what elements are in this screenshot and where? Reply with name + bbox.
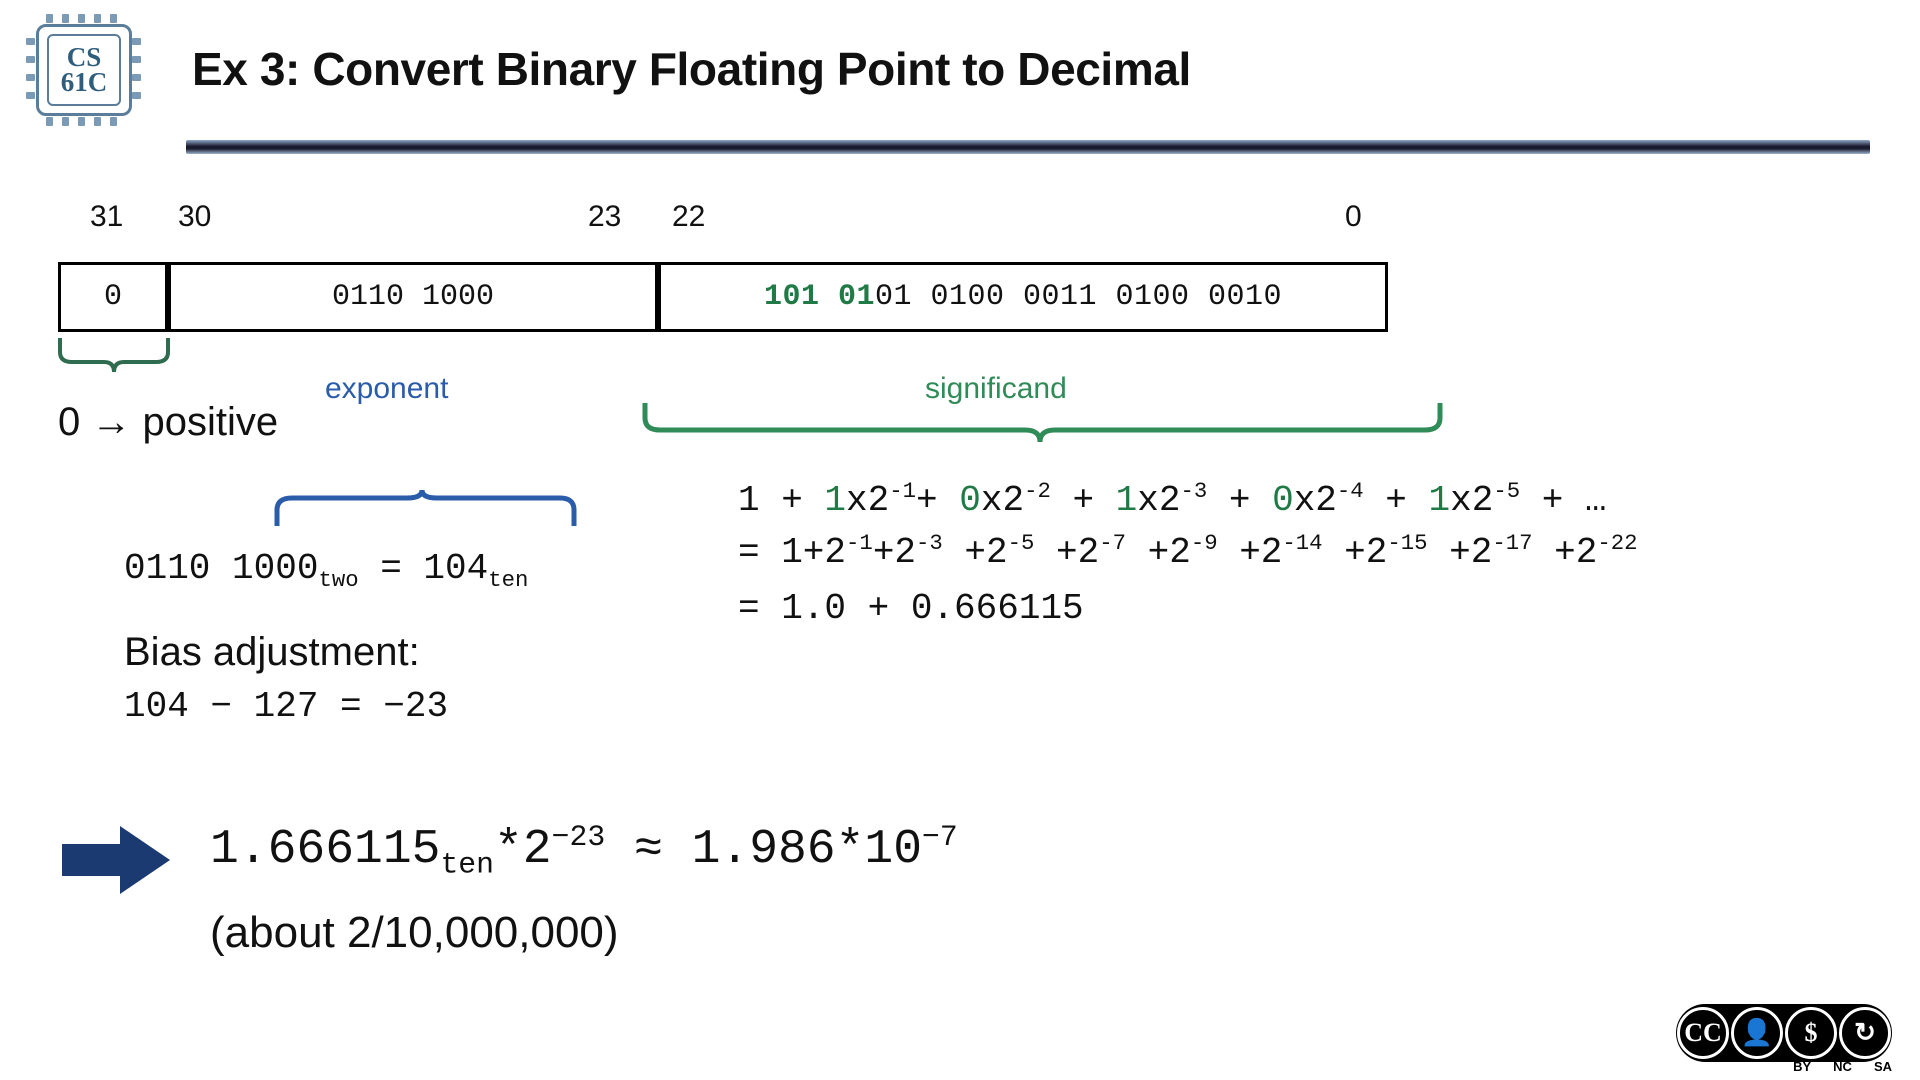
cc-label-by: BY xyxy=(1793,1059,1812,1074)
sig-line1-part-5: x2 xyxy=(980,480,1025,521)
bias-adjustment-calc: 104 − 127 = −23 xyxy=(124,686,449,727)
cc-labels xyxy=(1793,1059,1892,1074)
exponent-calculation xyxy=(124,548,528,593)
sig-line2-part-12: +2 xyxy=(1322,532,1388,573)
sig-line1-part-2: -1 xyxy=(889,478,917,504)
sig-line2-part-15: -17 xyxy=(1492,530,1533,556)
logo-line-2: 61C xyxy=(60,67,108,97)
creative-commons-badge[interactable] xyxy=(1676,1004,1892,1062)
sig-line1-part-11: + xyxy=(1207,480,1273,521)
sig-line1-part-16: 1 xyxy=(1428,480,1451,521)
sign-bit-box xyxy=(58,262,168,332)
result-note: (about 2/10,000,000) xyxy=(210,908,619,957)
sig-line2-part-6: +2 xyxy=(1034,532,1100,573)
sig-line1-part-15: + xyxy=(1363,480,1429,521)
bit-label-22: 22 xyxy=(672,200,706,233)
title-divider xyxy=(186,140,1870,154)
cc-label-nc: NC xyxy=(1833,1059,1852,1074)
cc-label-sa: SA xyxy=(1873,1059,1892,1074)
result-sub-ten: ten xyxy=(440,847,494,882)
sig-line2-part-9: -9 xyxy=(1190,530,1218,556)
sig-line1-part-6: -2 xyxy=(1024,478,1051,504)
bias-adjustment-label: Bias adjustment: xyxy=(124,630,420,674)
sig-line1-part-3: + xyxy=(916,480,960,521)
result-times: *2 xyxy=(494,823,552,877)
significand-field-label: significand xyxy=(925,372,1067,405)
exponent-sub-two: two xyxy=(318,567,359,594)
significand-bits-box xyxy=(658,262,1388,332)
significand-expansion-line-3: = 1.0 + 0.666115 xyxy=(738,588,1084,629)
sig-line1-part-4: 0 xyxy=(959,480,981,521)
sig-line2-part-7: -7 xyxy=(1099,530,1126,556)
cc-icon: CC xyxy=(1677,1007,1729,1059)
bit-label-31: 31 xyxy=(90,200,124,233)
exponent-bits-box xyxy=(168,262,658,332)
sig-line1-part-18: -5 xyxy=(1493,478,1521,504)
sig-line2-part-4: +2 xyxy=(942,532,1008,573)
cc-badge-group xyxy=(1676,1004,1892,1062)
sig-line1-part-19: + … xyxy=(1520,480,1607,521)
bit-label-30: 30 xyxy=(178,200,212,233)
sig-line1-prefix: 1 + xyxy=(738,480,825,521)
logo-chip-outline xyxy=(36,24,132,116)
sig-line1-part-12: 0 xyxy=(1272,480,1294,521)
sig-line2-part-14: +2 xyxy=(1427,532,1493,573)
sign-brace xyxy=(56,334,172,374)
result-approx: ≈ 1.986*10 xyxy=(605,823,923,877)
sig-line2-part-17: -22 xyxy=(1597,530,1638,556)
bit-label-23: 23 xyxy=(588,200,622,233)
logo-text xyxy=(39,42,129,97)
exponent-field-label: exponent xyxy=(325,372,449,405)
cc-nc-icon: $ xyxy=(1785,1007,1837,1059)
sig-line2-part-8: +2 xyxy=(1126,532,1191,573)
significand-rest: 01 0100 0011 0100 0010 xyxy=(874,280,1283,314)
result-arrow-icon xyxy=(62,824,172,896)
cc-sa-icon: ↻ xyxy=(1839,1007,1891,1059)
sig-line2-part-13: -15 xyxy=(1387,530,1428,556)
cs61c-logo xyxy=(18,10,150,130)
sig-line2-part-2: +2 xyxy=(872,532,917,573)
sig-line1-part-1: x2 xyxy=(846,480,890,521)
result-exp: −23 xyxy=(551,820,606,854)
sig-line1-part-14: -4 xyxy=(1336,478,1364,504)
exponent-binary: 0110 1000 xyxy=(124,548,319,589)
exponent-brace xyxy=(272,488,582,530)
sig-line2-part-10: +2 xyxy=(1217,532,1283,573)
result-exp2: −7 xyxy=(922,820,958,854)
sign-note: 0 → positive xyxy=(58,400,279,444)
cc-by-icon: 👤 xyxy=(1731,1007,1783,1059)
sig-line2-part-1: -1 xyxy=(846,530,873,556)
sig-line2-part-5: -5 xyxy=(1007,530,1035,556)
exponent-equals: = 104 xyxy=(358,548,489,589)
sig-line1-part-7: + xyxy=(1050,480,1116,521)
significand-brace xyxy=(640,398,1450,444)
sig-line1-part-0: 1 xyxy=(824,480,847,521)
sig-line1-part-17: x2 xyxy=(1450,480,1494,521)
sig-line2-part-11: -14 xyxy=(1282,530,1323,556)
significand-highlight: 101 01 xyxy=(763,280,875,314)
final-result xyxy=(210,820,958,882)
sig-line2-part-3: -3 xyxy=(916,530,943,556)
logo-line-1: CS xyxy=(66,42,102,72)
bit-label-0: 0 xyxy=(1345,200,1362,233)
result-value: 1.666115 xyxy=(210,823,441,877)
exponent-sub-ten: ten xyxy=(488,567,529,594)
significand-expansion-line-2 xyxy=(738,530,1638,573)
sign-bit-value: 0 xyxy=(103,280,122,314)
sig-line1-part-9: x2 xyxy=(1137,480,1181,521)
sig-line1-part-13: x2 xyxy=(1293,480,1337,521)
sig-line1-part-8: 1 xyxy=(1115,480,1138,521)
sig-line2-part-16: +2 xyxy=(1532,532,1598,573)
sig-line1-part-10: -3 xyxy=(1180,478,1208,504)
exponent-bits-value: 0110 1000 xyxy=(331,280,495,314)
page-title: Ex 3: Convert Binary Floating Point to Decimal xyxy=(192,43,1191,95)
sig-line2-part-0: = 1+2 xyxy=(738,532,847,573)
significand-expansion-line-1 xyxy=(738,478,1607,521)
